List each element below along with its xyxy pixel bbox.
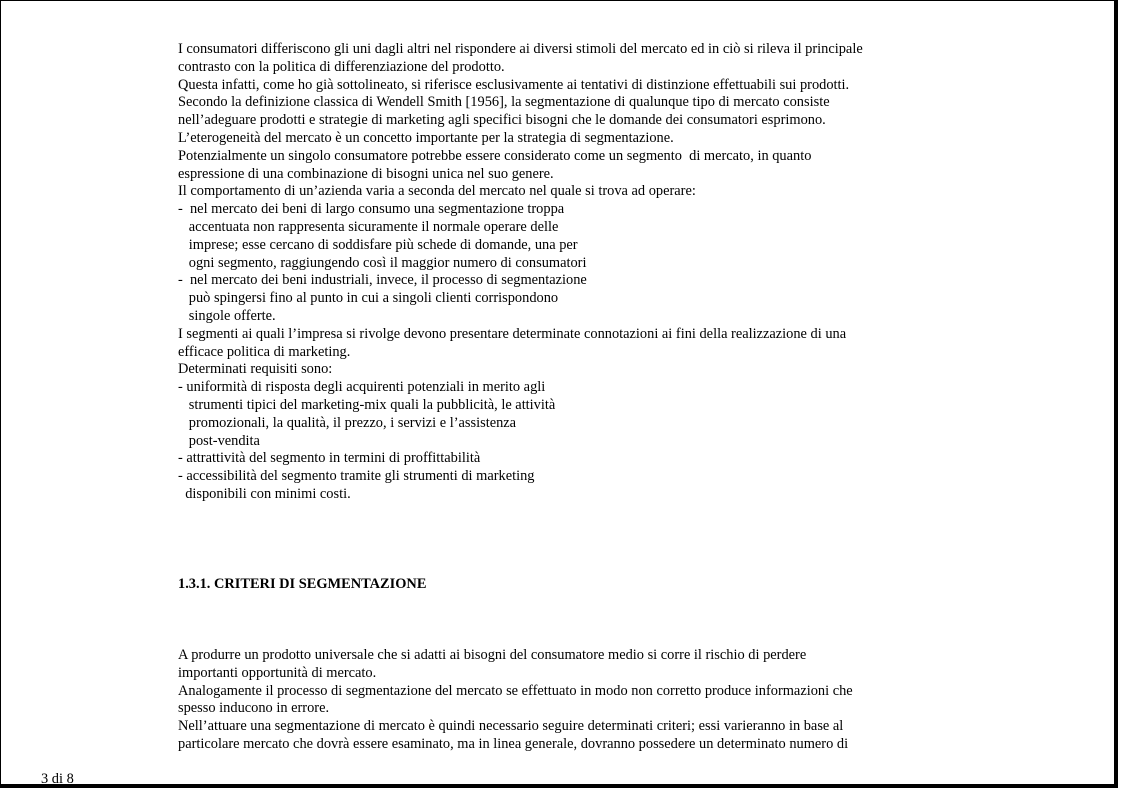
text-line: Determinati requisiti sono: — [178, 361, 333, 378]
page-number: 3 di 8 — [41, 771, 74, 787]
list-item-line: accentuata non rappresenta sicuramente il normale operare delle — [178, 218, 559, 235]
text-line: Questa infatti, come ho già sottolineato, si riferisce esclusivamente ai tentativi di distinzione effettuabili sui prodotti. — [178, 76, 850, 93]
list-item-line: promozionali, la qualità, il prezzo, i servizi e l’assistenza — [178, 414, 517, 431]
text-line: spesso inducono in errore. — [178, 700, 330, 717]
text-line: Analogamente il processo di segmentazione del mercato se effettuato in modo non corretto produce informazioni che — [178, 682, 853, 699]
text-line: Il comportamento di un’azienda varia a seconda del mercato nel quale si trova ad operare: — [178, 183, 696, 200]
list-item-line: post-vendita — [178, 432, 260, 449]
list-item-line: può spingersi fino al punto in cui a singoli clienti corrispondono — [178, 290, 559, 307]
text-line: espressione di una combinazione di bisogni unica nel suo genere. — [178, 165, 554, 182]
list-item-line: disponibili con minimi costi. — [178, 485, 351, 502]
text-line: I consumatori differiscono gli uni dagli altri nel rispondere ai diversi stimoli del mercato ed in ciò si rileva il principale — [178, 41, 863, 57]
list-item-line: - nel mercato dei beni di largo consumo una segmentazione troppa — [178, 201, 565, 218]
text-line: A produrre un prodotto universale che si adatti ai bisogni del consumatore medio si corre il rischio di perdere — [178, 647, 807, 663]
text-line: contrasto con la politica di differenziazione del prodotto. — [178, 58, 505, 75]
text-line: Potenzialmente un singolo consumatore potrebbe essere considerato come un segmento di mercato, in quanto — [178, 147, 812, 164]
text-line: Secondo la definizione classica di Wendell Smith [1956], la segmentazione di qualunque tipo di mercato consiste — [178, 94, 830, 111]
list-item-line: ogni segmento, raggiungendo così il maggior numero di consumatori — [178, 254, 587, 271]
text-line: I segmenti ai quali l’impresa si rivolge devono presentare determinate connotazioni ai fini della realizzazione di una — [178, 325, 847, 342]
body-text-block-1 — [178, 41, 958, 504]
text-line: L’eterogeneità del mercato è un concetto importante per la strategia di segmentazione. — [178, 129, 674, 146]
section-heading: 1.3.1. CRITERI DI SEGMENTAZIONE — [178, 576, 427, 592]
list-item-line: - nel mercato dei beni industriali, invece, il processo di segmentazione — [178, 272, 587, 289]
text-line: particolare mercato che dovrà essere esaminato, ma in linea generale, dovranno possedere un determinato numero di — [178, 735, 849, 752]
text-line: nell’adeguare prodotti e strategie di marketing agli specifici bisogni che le domande dei consumatori esprimono. — [178, 112, 826, 129]
text-line: Nell’attuare una segmentazione di mercato è quindi necessario seguire determinati criteri; essi varieranno in base al — [178, 718, 844, 735]
text-line: importanti opportunità di mercato. — [178, 664, 377, 681]
list-item-line: - uniformità di risposta degli acquirenti potenziali in merito agli — [178, 379, 546, 396]
list-item-line: imprese; esse cercano di soddisfare più schede di domande, una per — [178, 236, 578, 253]
text-line: efficace politica di marketing. — [178, 343, 351, 360]
list-item-line: singole offerte. — [178, 307, 276, 324]
list-item-line: - attrattività del segmento in termini di proffittabilità — [178, 450, 481, 467]
list-item-line: strumenti tipici del marketing-mix quali la pubblicità, le attività — [178, 396, 556, 413]
list-item-line: - accessibilità del segmento tramite gli strumenti di marketing — [178, 468, 535, 485]
body-text-block-2 — [178, 647, 958, 754]
